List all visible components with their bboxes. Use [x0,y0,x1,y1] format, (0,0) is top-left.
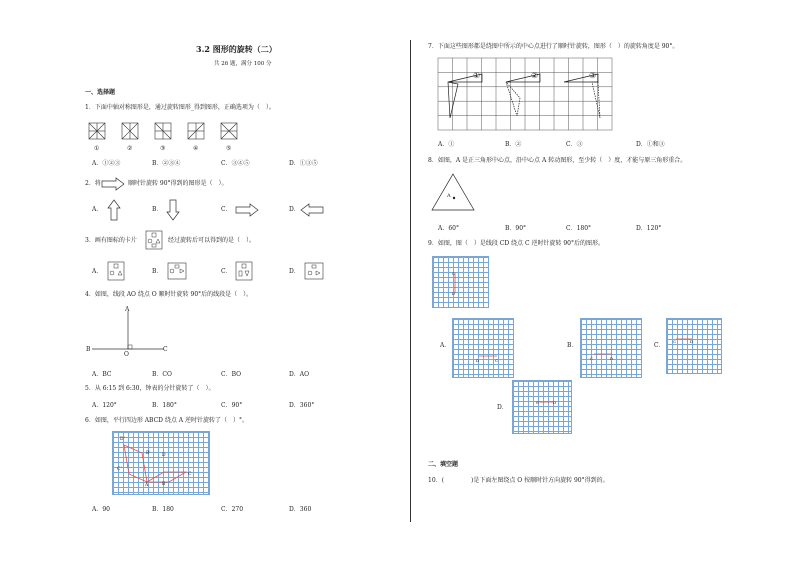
q1-label-1: ① [94,145,100,152]
q4-point-a: A [125,306,130,313]
q5-text: 5．从 6:15 到 6:30，钟表的分针旋转了（ ）。 [85,385,215,392]
q3-option-c[interactable]: C． [221,268,232,275]
q3-option-b[interactable]: B． [152,268,163,275]
q8-point-a: A [447,193,451,199]
q2-option-c-right-arrow [236,204,258,216]
q1-figure-4 [188,123,204,139]
q3-option-c-card [236,262,252,280]
q1-figure-3 [155,123,171,139]
q2-option-b[interactable]: B． [152,206,163,213]
q9-option-a-c: C [495,358,499,363]
q10-text-start: 10．( [428,477,444,484]
q3-text-start: 3．画有图标的卡片 [85,237,137,244]
q4-option-c[interactable]: C．BO [221,371,242,378]
q4-figure [92,305,182,350]
q8-text: 8．如图，A 是正三角形中心点，沿中心点 A 转动图形，至少转（ ）度，才能与原三角形重合。 [428,157,687,164]
q9-option-c[interactable]: C． [654,342,665,349]
q5-option-a[interactable]: A．120° [92,402,117,409]
q6-text: 6．如图，平行四边形 ABCD 绕点 A 逆时针旋转了（ ）°。 [85,417,249,424]
q6-label-a: A [145,483,149,488]
q6-label-b1: B' [146,451,151,456]
q9-main-c: C [452,271,456,276]
q1-option-d[interactable]: D．①③⑤ [289,160,318,167]
q7-option-b[interactable]: B．② [505,141,522,148]
q1-option-c[interactable]: C．③④⑤ [221,160,250,167]
q7-option-d[interactable]: D．①和③ [636,141,665,148]
q4-point-c: C [163,346,168,353]
q3-option-d-card [305,263,323,279]
q1-label-4: ④ [193,145,199,152]
q1-option-b[interactable]: B．②③④ [152,160,181,167]
q4-point-b: B [86,346,91,353]
q7-label-2: ② [531,71,539,80]
q1-text: 1．下面中轴对称图形是，通过旋转图形_得到图形，正确选项为（ ）。 [85,104,275,111]
q9-option-b-d: D [610,356,614,361]
q4-text: 4．如图，线段 AO 绕点 O 顺时针旋转 90°后的线段是（ ）。 [85,291,253,298]
section2-title: 二、填空题 [428,461,459,468]
q3-text-end: 经过旋转后可以得到的是（ ）。 [168,237,256,244]
q2-text-end: 顺时针旋转 90°得到的图形是（ ）。 [128,180,228,187]
q2-option-d[interactable]: D． [289,206,300,213]
page-subtitle: 共 26 题，满分 100 分 [214,61,272,67]
q9-option-d-d: D [553,400,557,405]
q3-card-figure [146,231,162,249]
q6-label-d: D [162,453,166,458]
q2-option-c[interactable]: C． [221,206,232,213]
q1-figure-1 [89,123,105,139]
q8-option-b[interactable]: B．90° [505,225,527,232]
q6-option-c[interactable]: C．270 [221,506,244,513]
q9-option-a[interactable]: A． [440,342,451,349]
q9-option-a-segment [452,318,512,376]
q3-option-a-card [108,262,124,280]
q1-label-2: ② [127,145,133,152]
q10-answer-blank[interactable] [448,477,470,485]
q6-option-a[interactable]: A．90 [92,506,110,513]
q3-option-b-card [168,263,186,279]
q5-option-d[interactable]: D．360° [289,402,315,409]
q9-option-d-segment [512,380,570,432]
q7-grid-figure [438,58,612,130]
q4-option-b[interactable]: B．CO [152,371,172,378]
q1-label-3: ③ [160,145,166,152]
q4-option-d[interactable]: D．AO [289,371,310,378]
q7-label-1: ① [473,71,481,80]
q9-option-a-d: D [476,358,480,363]
q9-main-segment [432,256,487,306]
q8-option-d[interactable]: D．120° [636,225,662,232]
q2-option-a-up-arrow [108,200,120,220]
q1-figure-2 [122,123,138,139]
q9-option-b[interactable]: B． [567,342,578,349]
q1-label-5: ⑤ [226,145,232,152]
q5-option-b[interactable]: B．180° [152,402,177,409]
q2-arrow-figure [102,178,126,190]
q1-option-a[interactable]: A．①②③ [92,160,121,167]
q9-main-d: D [452,291,456,296]
q6-option-b[interactable]: B．180 [152,506,174,513]
q7-option-c[interactable]: C．③ [566,141,583,148]
q2-text-start: 2．将 [85,180,101,187]
q9-option-b-c: C [590,356,594,361]
q5-option-c[interactable]: C．90° [221,402,243,409]
q7-label-3: ③ [589,71,597,80]
q2-option-b-down-arrow [167,200,179,220]
page-title: 3.2 图形的旋转（二） [196,44,277,54]
q3-option-d[interactable]: D． [289,268,300,275]
q6-label-d1: D' [120,437,125,442]
q9-option-c-d: D [690,339,694,344]
q6-label-c1: C' [117,467,122,472]
q9-option-d[interactable]: D． [497,404,508,411]
column-divider [410,40,411,522]
q7-option-a[interactable]: A．① [438,141,455,148]
q8-triangle-figure [431,173,475,211]
q6-label-b: B [162,482,166,487]
q1-figure-5 [221,123,237,139]
q1-figures [89,123,249,143]
q9-text: 9．如图，图（ ）是线段 CD 绕点 C 逆时针旋转 90°后的图形。 [428,240,604,247]
q4-option-a[interactable]: A．BC [92,371,112,378]
q8-option-a[interactable]: A．60° [438,225,459,232]
q10-text-end: )是下面左图绕点 O 按顺时针方向旋转 90°得到的。 [471,477,609,484]
q7-text: 7．下面这些图形都是绕图中所示的中心点进行了顺时针旋转，图形（ ）的旋转角度是 90°。 [428,43,679,50]
q4-point-o: O [124,351,129,358]
section-title: 一、选择题 [85,89,116,96]
q9-option-d-c: C [536,400,540,405]
q2-option-d-left-arrow [301,204,323,216]
q2-option-a[interactable]: A． [92,206,103,213]
q3-option-a[interactable]: A． [92,268,103,275]
q9-option-c-c: C [673,339,677,344]
q9-option-b-segment [580,318,640,376]
q8-option-c[interactable]: C．180° [566,225,592,232]
q6-label-c: C [188,472,192,477]
q6-parallelogram-figure [112,431,208,493]
q6-option-d[interactable]: D．360 [289,506,312,513]
